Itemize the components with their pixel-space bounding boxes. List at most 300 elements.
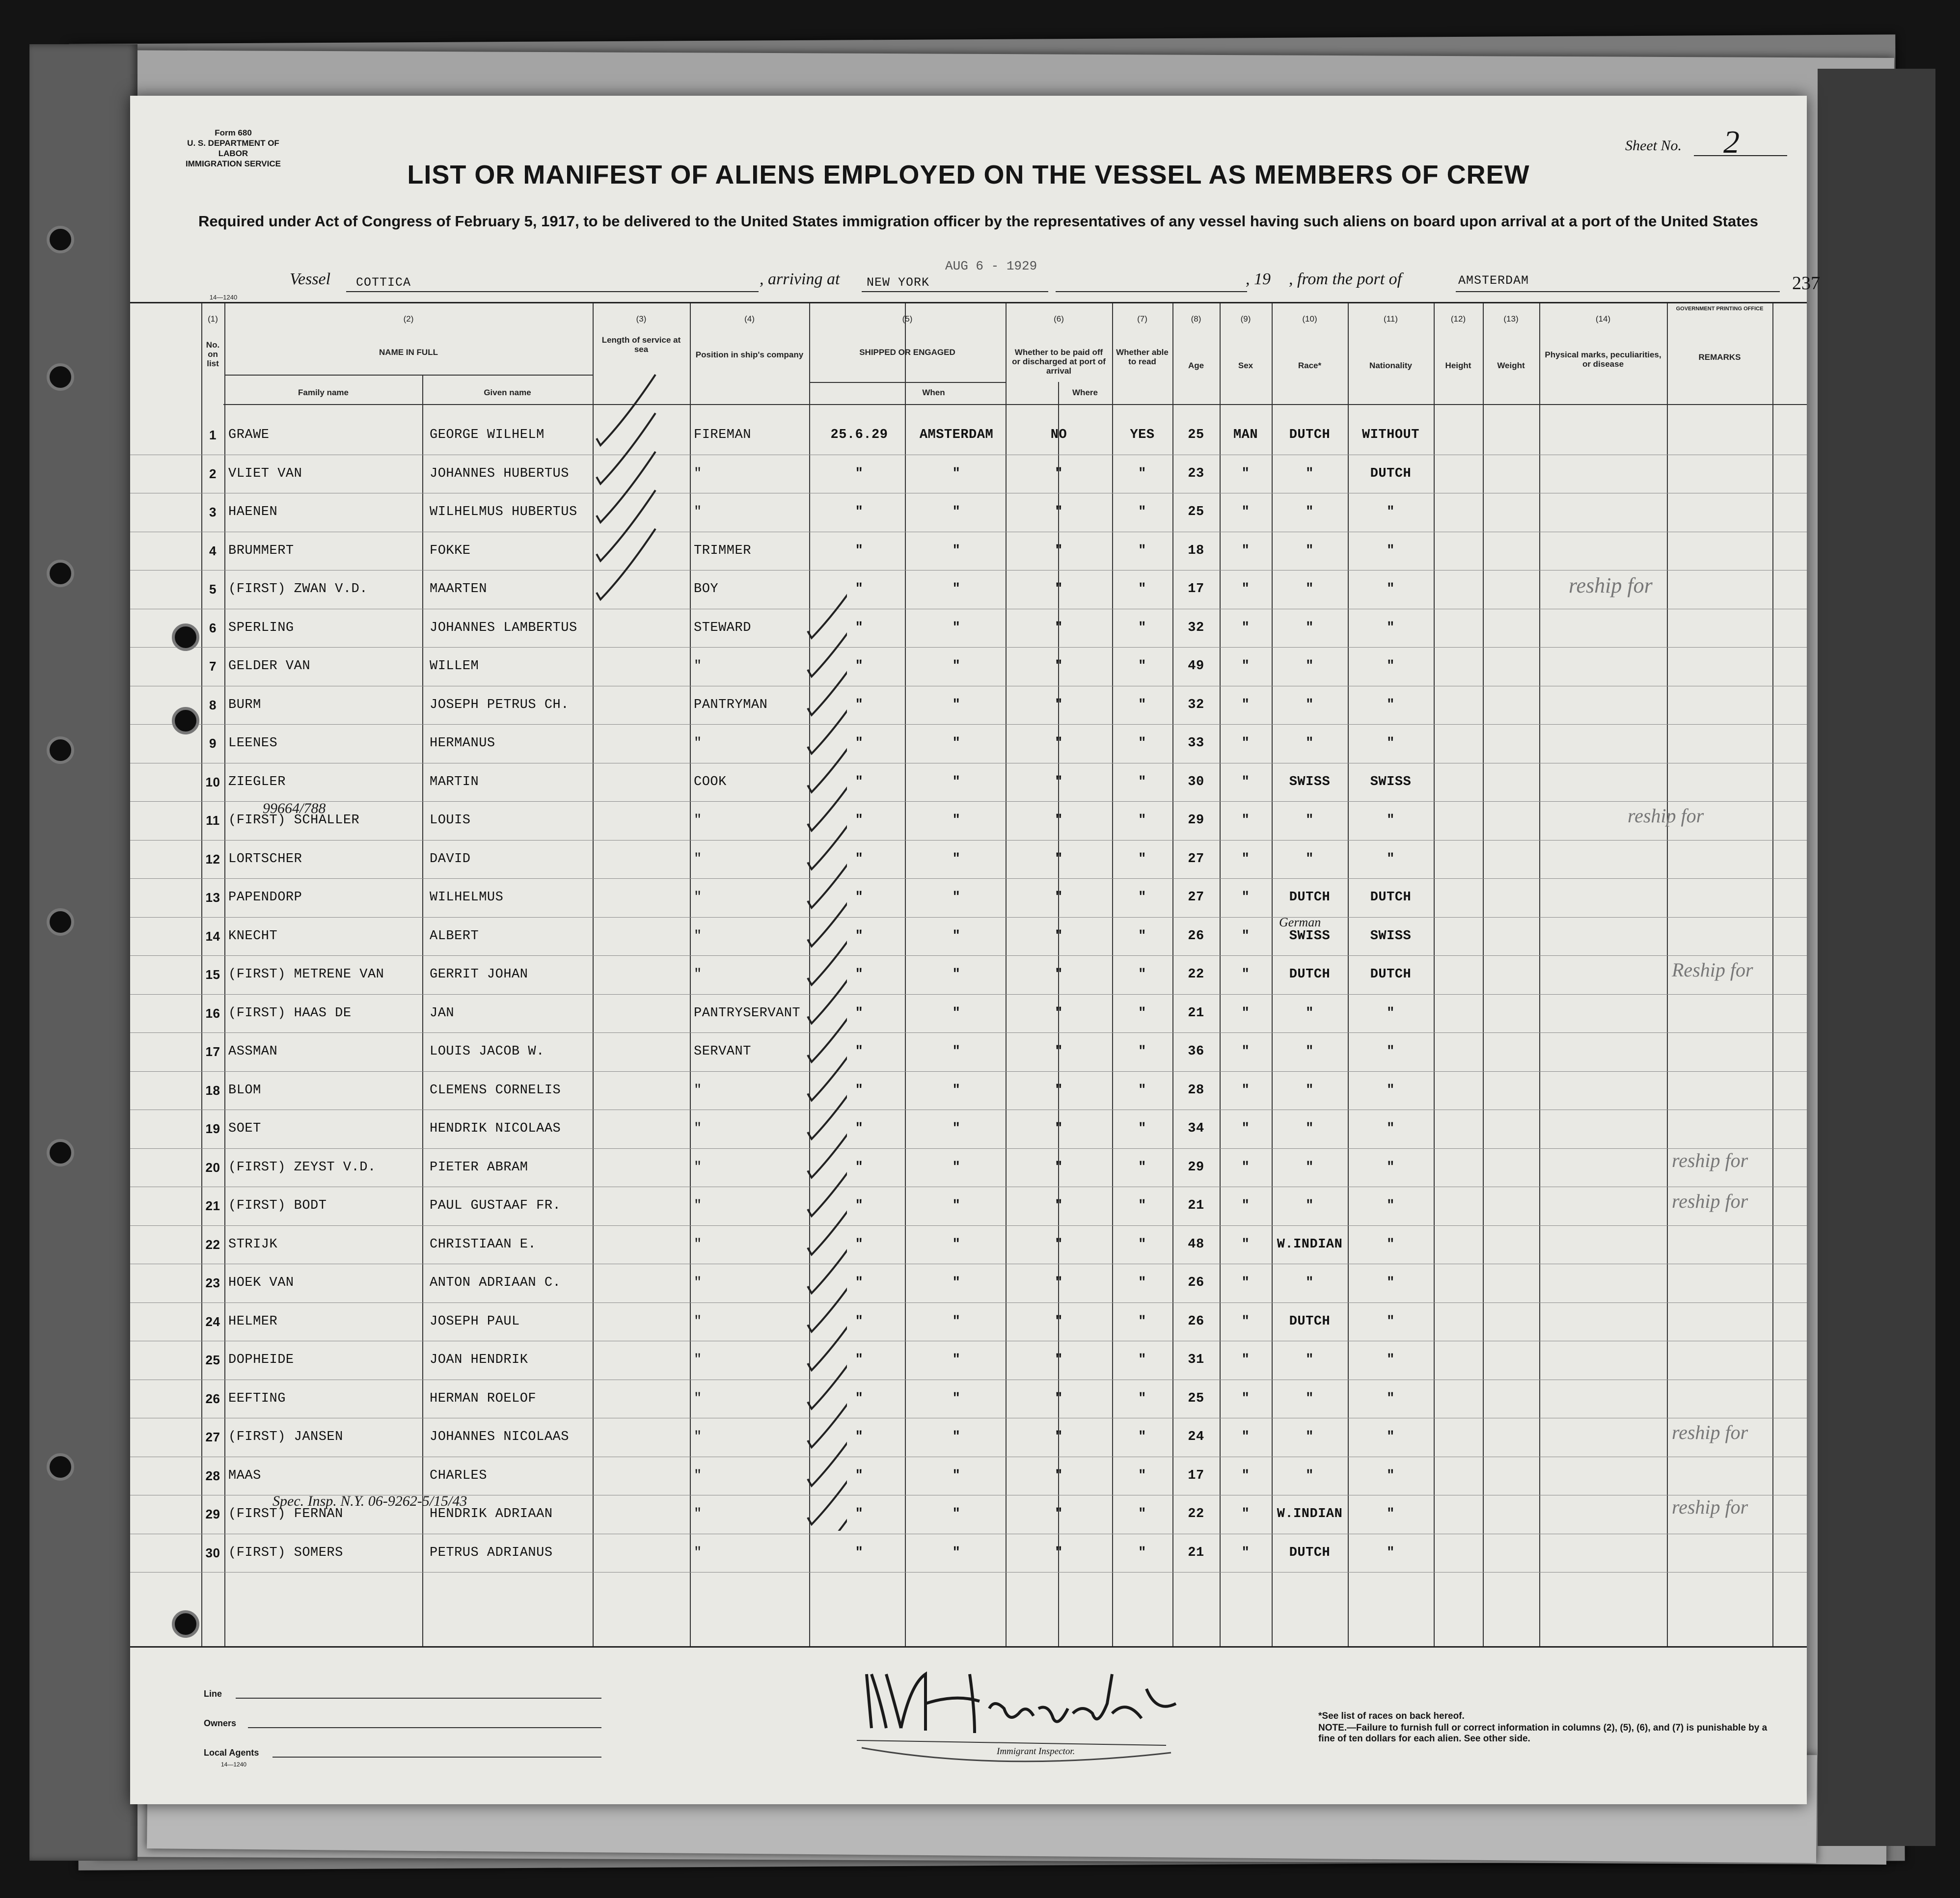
given-name-cell: CLEMENS CORNELIS [430, 1083, 561, 1098]
col-nationality: Nationality [1369, 361, 1412, 370]
position-cell: " [694, 1353, 702, 1367]
check-mark [597, 490, 655, 561]
able-to-read-cell: " [1138, 1275, 1146, 1290]
sex-cell: " [1241, 582, 1250, 597]
age-cell: 28 [1188, 1083, 1204, 1098]
check-mark [808, 1338, 847, 1409]
shipped-where-cell: " [952, 1275, 961, 1290]
position-cell: " [694, 1507, 702, 1521]
position-cell: " [694, 1391, 702, 1406]
col-able-to-read: Whether able to read [1116, 348, 1169, 366]
race-cell: " [1306, 659, 1314, 674]
check-mark [808, 1261, 847, 1332]
paid-off-cell: NO [1050, 428, 1067, 442]
race-cell: " [1306, 813, 1314, 828]
race-cell: " [1306, 1275, 1314, 1290]
age-cell: 18 [1188, 543, 1204, 558]
sex-cell: " [1241, 736, 1250, 751]
race-cell: " [1306, 466, 1314, 481]
shipped-when-cell: " [855, 851, 864, 867]
shipped-where-cell: " [952, 659, 961, 674]
shipped-where-cell: " [952, 620, 961, 635]
col-race: Race* [1298, 361, 1322, 370]
row-number: 21 [205, 1198, 220, 1213]
given-name-cell: LOUIS [430, 813, 471, 828]
row-number: 15 [205, 967, 220, 982]
row-number: 1 [209, 428, 217, 442]
age-cell: 26 [1188, 928, 1204, 944]
row-number: 28 [205, 1468, 220, 1483]
paid-off-cell: " [1055, 1507, 1063, 1521]
nationality-cell: " [1387, 1430, 1395, 1444]
race-cell: " [1306, 582, 1314, 597]
shipped-when-cell: " [855, 1391, 864, 1406]
col-age: Age [1188, 361, 1204, 370]
paid-off-cell: " [1055, 1430, 1063, 1444]
nationality-cell: " [1387, 582, 1395, 597]
sex-cell: " [1241, 543, 1250, 558]
handwritten-special-inquiry-note: Spec. Insp. N.Y. 06-9262-5/15/43 [272, 1493, 467, 1509]
row-number: 5 [209, 582, 217, 597]
binder-hole [47, 363, 74, 391]
given-name-cell: MAARTEN [430, 582, 487, 597]
shipped-where-cell: " [952, 1160, 961, 1175]
shipped-when-cell: " [855, 543, 864, 558]
position-cell: COOK [694, 774, 727, 789]
sheet-number-label: Sheet No. [1625, 137, 1682, 154]
family-name-cell: ASSMAN [228, 1044, 278, 1059]
position-cell: STEWARD [694, 620, 751, 635]
paid-off-cell: " [1055, 1160, 1063, 1175]
check-mark [808, 876, 847, 947]
paid-off-cell: " [1055, 928, 1063, 944]
print-code: 14—1240 [209, 294, 238, 301]
age-cell: 25 [1188, 505, 1204, 519]
shipped-when-cell: " [855, 1237, 864, 1252]
position-cell: " [694, 1198, 702, 1213]
paid-off-cell: " [1055, 1044, 1063, 1059]
shipped-where-cell: " [952, 1507, 961, 1521]
remark-reship: reship for [1628, 805, 1704, 827]
paid-off-cell: " [1055, 1005, 1063, 1021]
sex-cell: " [1241, 1005, 1250, 1021]
row-number: 12 [205, 851, 220, 867]
position-cell: " [694, 1430, 702, 1444]
nationality-cell: " [1387, 1044, 1395, 1059]
col-when: When [922, 388, 945, 397]
penalty-note: NOTE.—Failure to furnish full or correct information in columns (2), (5), (6), and (7) is punishable by a fine of ten dollars for each alien. See other side. [1318, 1723, 1768, 1744]
family-name-cell: PAPENDORP [228, 890, 302, 905]
sex-cell: " [1241, 967, 1250, 982]
able-to-read-cell: " [1138, 1160, 1146, 1175]
family-name-cell: GRAWE [228, 428, 270, 442]
able-to-read-cell: " [1138, 851, 1146, 867]
able-to-read-cell: " [1138, 1353, 1146, 1367]
col-remarks: REMARKS [1698, 352, 1741, 362]
sex-cell: " [1241, 774, 1250, 789]
age-cell: 27 [1188, 890, 1204, 905]
col12-number: (12) [1450, 314, 1466, 324]
age-cell: 21 [1188, 1545, 1204, 1560]
family-name-cell: KNECHT [228, 928, 278, 944]
shipped-when-cell: " [855, 967, 864, 982]
race-cell: " [1306, 1353, 1314, 1367]
position-cell: " [694, 1275, 702, 1290]
position-cell: FIREMAN [694, 428, 751, 442]
col-where: Where [1072, 388, 1098, 397]
nationality-cell: " [1387, 1314, 1395, 1329]
col3-number: (3) [636, 314, 647, 324]
form-number: Form 680 [215, 128, 252, 137]
nationality-cell: SWISS [1370, 774, 1412, 789]
sex-cell: " [1241, 1275, 1250, 1290]
position-cell: " [694, 466, 702, 481]
given-name-cell: WILHELMUS [430, 890, 504, 905]
given-name-cell: ANTON ADRIAAN C. [430, 1275, 561, 1290]
paid-off-cell: " [1055, 505, 1063, 519]
given-name-cell: JOHANNES NICOLAAS [430, 1430, 569, 1444]
paid-off-cell: " [1055, 967, 1063, 982]
race-cell: " [1306, 1083, 1314, 1098]
able-to-read-cell: " [1138, 505, 1146, 519]
col8-number: (8) [1191, 314, 1201, 324]
binder-hole [47, 908, 74, 936]
family-name-cell: (FIRST) SOMERS [228, 1545, 343, 1560]
col1-number: (1) [208, 314, 218, 324]
col4-number: (4) [744, 314, 755, 324]
check-mark [808, 1454, 847, 1524]
nationality-cell: DUTCH [1370, 466, 1412, 481]
age-cell: 48 [1188, 1237, 1204, 1252]
col-sex: Sex [1238, 361, 1253, 370]
paid-off-cell: " [1055, 1121, 1063, 1136]
position-cell: " [694, 505, 702, 519]
vessel-label: Vessel [290, 270, 331, 288]
shipped-when-cell: " [855, 697, 864, 712]
nationality-cell: " [1387, 1275, 1395, 1290]
sex-cell: " [1241, 505, 1250, 519]
position-cell: " [694, 659, 702, 674]
check-mark [808, 1222, 847, 1293]
nationality-cell: " [1387, 1160, 1395, 1175]
able-to-read-cell: " [1138, 1430, 1146, 1444]
given-name-cell: HENDRIK NICOLAAS [430, 1121, 561, 1136]
position-cell: " [694, 1468, 702, 1483]
sex-cell: " [1241, 1160, 1250, 1175]
sex-cell: " [1241, 620, 1250, 635]
row-number: 8 [209, 697, 217, 712]
race-cell: " [1306, 1005, 1314, 1021]
shipped-when-cell: " [855, 1275, 864, 1290]
row-rule [130, 1071, 1807, 1072]
position-cell: PANTRYMAN [694, 697, 768, 712]
sex-cell: " [1241, 1545, 1250, 1560]
col-height: Height [1445, 361, 1471, 370]
shipped-where-cell: " [952, 890, 961, 905]
race-cell: " [1306, 851, 1314, 867]
able-to-read-cell: " [1138, 967, 1146, 982]
able-to-read-cell: " [1138, 1044, 1146, 1059]
check-mark [808, 953, 847, 1024]
sex-cell: " [1241, 1198, 1250, 1213]
able-to-read-cell: " [1138, 1391, 1146, 1406]
age-cell: 26 [1188, 1275, 1204, 1290]
able-to-read-cell: " [1138, 736, 1146, 751]
nationality-cell: " [1387, 1545, 1395, 1560]
race-cell: DUTCH [1289, 428, 1331, 442]
arrival-date-stamp: AUG 6 - 1929 [945, 259, 1037, 273]
paid-off-cell: " [1055, 1275, 1063, 1290]
race-cell: " [1306, 620, 1314, 635]
race-cell: " [1306, 697, 1314, 712]
row-number: 9 [209, 736, 217, 751]
local-agents-label: Local Agents [204, 1748, 259, 1758]
paid-off-cell: " [1055, 620, 1063, 635]
arrival-port: NEW YORK [867, 275, 930, 290]
sex-cell: " [1241, 1468, 1250, 1483]
shipped-where-cell: " [952, 582, 961, 597]
check-mark [808, 760, 847, 831]
row-number: 30 [205, 1545, 220, 1560]
position-cell: " [694, 1121, 702, 1136]
paid-off-cell: " [1055, 582, 1063, 597]
given-name-cell: JAN [430, 1005, 455, 1021]
able-to-read-cell: " [1138, 582, 1146, 597]
given-name-cell: LOUIS JACOB W. [430, 1044, 544, 1059]
race-cell: DUTCH [1289, 1314, 1331, 1329]
age-cell: 22 [1188, 1507, 1204, 1521]
family-name-cell: BURM [228, 697, 261, 712]
row-number: 23 [205, 1275, 220, 1290]
row-number: 29 [205, 1507, 220, 1521]
position-cell: " [694, 1237, 702, 1252]
handwritten-alien-number: 99664/788 [263, 800, 326, 816]
check-mark [808, 1377, 847, 1447]
binder-strip [29, 44, 137, 1861]
given-name-cell: HERMAN ROELOF [430, 1391, 537, 1406]
remark-reship: reship for [1672, 1190, 1748, 1212]
form-title: LIST OR MANIFEST OF ALIENS EMPLOYED ON THE VESSEL AS MEMBERS OF CREW [407, 160, 1530, 190]
sex-cell: " [1241, 1044, 1250, 1059]
handwritten-race-correction: German [1279, 915, 1321, 929]
family-name-cell: MAAS [228, 1468, 261, 1483]
check-mark [808, 722, 847, 792]
binder-hole [47, 226, 74, 253]
position-cell: " [694, 928, 702, 944]
nationality-cell: " [1387, 1198, 1395, 1213]
family-name-cell: STRIJK [228, 1237, 278, 1252]
line-label: Line [204, 1689, 222, 1699]
shipped-where-cell: " [952, 1005, 961, 1021]
check-mark [808, 683, 847, 754]
nationality-cell: DUTCH [1370, 967, 1412, 982]
able-to-read-cell: " [1138, 1237, 1146, 1252]
given-name-cell: HENDRIK ADRIAAN [430, 1507, 553, 1521]
race-cell: DUTCH [1289, 967, 1331, 982]
col-given-name: Given name [484, 388, 531, 397]
able-to-read-cell: " [1138, 1005, 1146, 1021]
shipped-when-cell: " [855, 505, 864, 519]
check-mark [808, 991, 847, 1062]
sex-cell: " [1241, 466, 1250, 481]
family-name-cell: ZIEGLER [228, 774, 286, 789]
check-mark [597, 452, 655, 522]
row-rule [130, 1148, 1807, 1149]
sex-cell: " [1241, 890, 1250, 905]
crew-table [130, 294, 1807, 1648]
given-name-cell: PIETER ABRAM [430, 1160, 528, 1175]
col13-number: (13) [1503, 314, 1519, 324]
age-cell: 32 [1188, 620, 1204, 635]
race-cell: SWISS [1289, 928, 1331, 944]
race-cell: " [1306, 1044, 1314, 1059]
age-cell: 30 [1188, 774, 1204, 789]
given-name-cell: JOHANNES LAMBERTUS [430, 620, 577, 635]
row-number: 26 [205, 1391, 220, 1406]
nationality-cell: " [1387, 697, 1395, 712]
nationality-cell: " [1387, 543, 1395, 558]
col-family-name: Family name [298, 388, 349, 397]
family-name-cell: GELDER VAN [228, 659, 311, 674]
shipped-when-cell: " [855, 1005, 864, 1021]
given-name-cell: ALBERT [430, 928, 479, 944]
row-number: 17 [205, 1044, 220, 1059]
given-name-cell: JOSEPH PAUL [430, 1314, 520, 1329]
shipped-when-cell: " [855, 1044, 864, 1059]
shipped-when-cell: " [855, 1507, 864, 1521]
shipped-when-cell: " [855, 774, 864, 789]
given-name-cell: CHRISTIAAN E. [430, 1237, 537, 1252]
age-cell: 36 [1188, 1044, 1204, 1059]
nationality-cell: " [1387, 1121, 1395, 1136]
row-rule [130, 1302, 1807, 1303]
shipped-where-cell: AMSTERDAM [919, 428, 994, 442]
age-cell: 34 [1188, 1121, 1204, 1136]
arriving-label: , arriving at [760, 270, 840, 288]
family-name-cell: SPERLING [228, 620, 294, 635]
nationality-cell: SWISS [1370, 928, 1412, 944]
row-rule [130, 724, 1807, 725]
position-cell: " [694, 1314, 702, 1329]
race-cell: " [1306, 1468, 1314, 1483]
shipped-when-cell: " [855, 1353, 864, 1367]
position-cell: " [694, 851, 702, 867]
race-cell: " [1306, 1121, 1314, 1136]
row-number: 13 [205, 890, 220, 905]
position-cell: " [694, 1545, 702, 1560]
shipped-when-cell: " [855, 1468, 864, 1483]
row-rule [130, 878, 1807, 879]
shipped-where-cell: " [952, 813, 961, 828]
shipped-when-cell: " [855, 1160, 864, 1175]
family-name-cell: DOPHEIDE [228, 1353, 294, 1367]
sex-cell: " [1241, 659, 1250, 674]
nationality-cell: DUTCH [1370, 890, 1412, 905]
family-name-cell: SOET [228, 1121, 261, 1136]
print-office-mark: GOVERNMENT PRINTING OFFICE [1676, 306, 1764, 312]
row-rule [130, 955, 1807, 956]
year-label: , 19 [1246, 270, 1271, 288]
paid-off-cell: " [1055, 813, 1063, 828]
check-mark [597, 375, 655, 445]
row-rule [130, 994, 1807, 995]
row-number: 4 [209, 543, 217, 558]
vessel-name: COTTICA [356, 275, 411, 290]
shipped-where-cell: " [952, 543, 961, 558]
position-cell: BOY [694, 582, 719, 597]
sex-cell: " [1241, 928, 1250, 944]
sheet-number-field [1625, 124, 1740, 160]
shipped-where-cell: " [952, 1545, 961, 1560]
able-to-read-cell: " [1138, 466, 1146, 481]
nationality-cell: " [1387, 505, 1395, 519]
paid-off-cell: " [1055, 1083, 1063, 1098]
family-name-cell: HAENEN [228, 505, 278, 519]
age-cell: 23 [1188, 466, 1204, 481]
remark-reship: reship for [1672, 1149, 1748, 1171]
owners-label: Owners [204, 1718, 237, 1728]
race-cell: SWISS [1289, 774, 1331, 789]
form-subtitle: Required under Act of Congress of February 5, 1917, to be delivered to the United States immigration officer by the representatives of any vessel having such aliens on board upon arrival at a port of the United States [198, 213, 1759, 230]
paid-off-cell: " [1055, 1237, 1063, 1252]
family-name-cell: VLIET VAN [228, 466, 302, 481]
family-name-cell: BRUMMERT [228, 543, 294, 558]
family-name-cell: HOEK VAN [228, 1275, 294, 1290]
race-cell: " [1306, 543, 1314, 558]
given-name-cell: GEORGE WILHELM [430, 428, 544, 442]
shipped-where-cell: " [952, 851, 961, 867]
department-name: U. S. DEPARTMENT OF LABOR [187, 138, 279, 158]
row-rule [130, 647, 1807, 648]
paid-off-cell: " [1055, 774, 1063, 789]
check-mark [808, 606, 847, 677]
sex-cell: " [1241, 1391, 1250, 1406]
row-number: 3 [209, 505, 217, 519]
col-paid-off: Whether to be paid off or discharged at port of arrival [1012, 348, 1106, 376]
shipped-when-cell: " [855, 1545, 864, 1560]
nationality-cell: " [1387, 813, 1395, 828]
paid-off-cell: " [1055, 851, 1063, 867]
able-to-read-cell: YES [1130, 428, 1155, 442]
nationality-cell: WITHOUT [1362, 428, 1419, 442]
sex-cell: MAN [1233, 428, 1258, 442]
race-cell: DUTCH [1289, 1545, 1331, 1560]
position-cell: " [694, 736, 702, 751]
row-rule [130, 917, 1807, 918]
age-cell: 32 [1188, 697, 1204, 712]
shipped-where-cell: " [952, 1314, 961, 1329]
able-to-read-cell: " [1138, 890, 1146, 905]
paid-off-cell: " [1055, 543, 1063, 558]
departure-port: AMSTERDAM [1458, 273, 1529, 288]
position-cell: TRIMMER [694, 543, 751, 558]
age-cell: 22 [1188, 967, 1204, 982]
row-rule [130, 1225, 1807, 1226]
check-mark [808, 1030, 847, 1101]
row-number: 7 [209, 659, 217, 674]
race-cell: W.INDIAN [1277, 1237, 1343, 1252]
given-name-cell: WILLEM [430, 659, 479, 674]
paid-off-cell: " [1055, 659, 1063, 674]
col7-number: (7) [1137, 314, 1147, 324]
check-mark [808, 1184, 847, 1255]
given-name-cell: CHARLES [430, 1468, 487, 1483]
sex-cell: " [1241, 1237, 1250, 1252]
col11-number: (11) [1384, 314, 1398, 324]
binder-hole [47, 736, 74, 764]
check-mark [808, 1300, 847, 1370]
col10-number: (10) [1302, 314, 1317, 324]
